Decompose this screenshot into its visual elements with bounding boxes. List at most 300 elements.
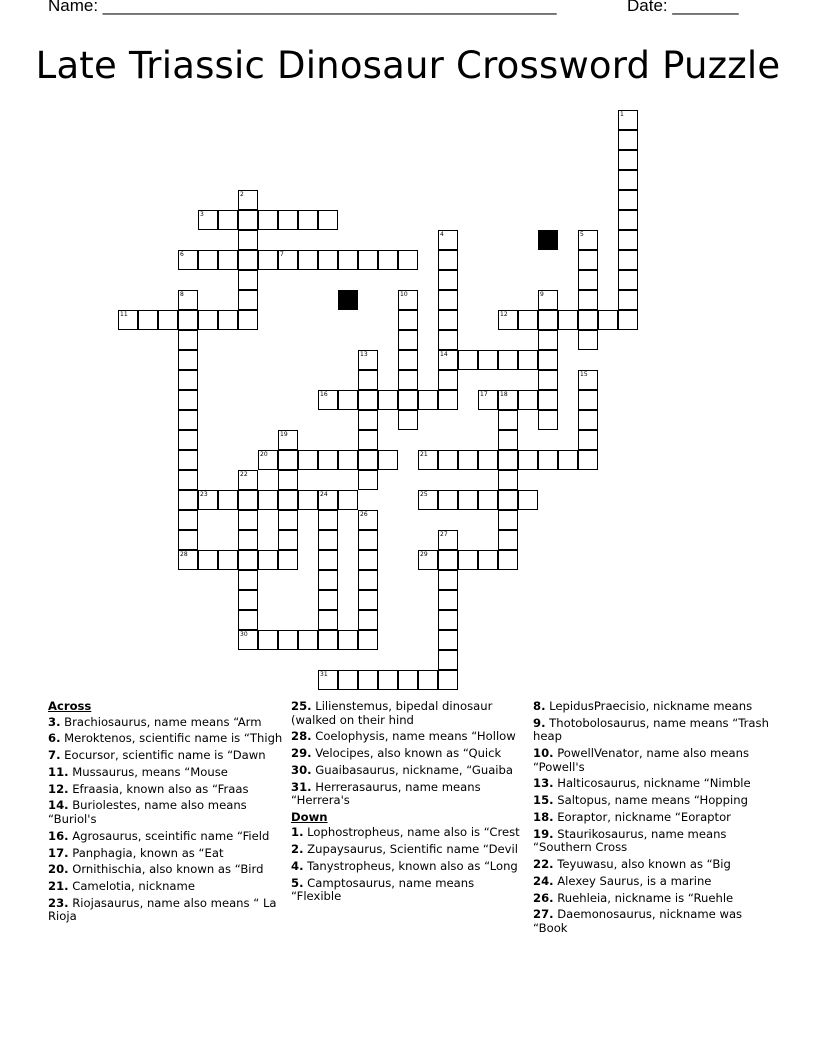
clue-text: Buriolestes, name also means “Buriol's bbox=[48, 798, 247, 826]
clue-text: LepidusPraecisio, nickname means bbox=[545, 699, 753, 713]
clue-text: Guaibasaurus, nickname, “Guaiba bbox=[311, 762, 513, 777]
grid-cell[interactable] bbox=[398, 310, 418, 330]
clue-text: Eoraptor, nickname “Eoraptor bbox=[553, 809, 731, 824]
grid-cell[interactable] bbox=[458, 490, 478, 510]
clue-number: 30. bbox=[291, 762, 312, 777]
clue bbox=[291, 826, 527, 840]
grid-cell[interactable] bbox=[438, 390, 458, 410]
grid-cell[interactable] bbox=[238, 610, 258, 630]
grid-cell[interactable] bbox=[318, 510, 338, 530]
grid-cell[interactable] bbox=[178, 530, 198, 550]
grid-cell[interactable] bbox=[318, 530, 338, 550]
grid-cell[interactable] bbox=[178, 450, 198, 470]
cell-number: 31 bbox=[320, 671, 328, 678]
grid-cell[interactable] bbox=[238, 310, 258, 330]
clue-text: Meroktenos, scientific name is “Thigh bbox=[60, 731, 283, 746]
grid-cell[interactable] bbox=[358, 590, 378, 610]
grid-cell[interactable] bbox=[218, 250, 238, 270]
grid-cell[interactable] bbox=[398, 330, 418, 350]
clues-column-3 bbox=[533, 700, 769, 939]
grid-cell[interactable] bbox=[318, 570, 338, 590]
clue bbox=[291, 747, 527, 761]
grid-cell[interactable] bbox=[318, 630, 338, 650]
cell-number: 10 bbox=[400, 291, 408, 298]
grid-cell[interactable] bbox=[478, 390, 498, 410]
grid-cell[interactable] bbox=[178, 550, 198, 570]
grid-cell[interactable] bbox=[578, 330, 598, 350]
grid-cell[interactable] bbox=[438, 570, 458, 590]
grid-cell[interactable] bbox=[438, 310, 458, 330]
grid-cell[interactable] bbox=[318, 210, 338, 230]
clue bbox=[48, 880, 284, 894]
grid-cell[interactable] bbox=[178, 330, 198, 350]
clue bbox=[533, 717, 769, 744]
grid-cell[interactable] bbox=[218, 310, 238, 330]
clue bbox=[48, 783, 284, 797]
clue-text: Ruehleia, nickname is “Ruehle bbox=[553, 890, 734, 905]
clues-column-2 bbox=[291, 700, 527, 907]
cell-number: 12 bbox=[500, 311, 508, 318]
grid-cell[interactable] bbox=[238, 510, 258, 530]
clue-number: 17. bbox=[48, 845, 69, 860]
clue-number: 7. bbox=[48, 748, 61, 763]
grid-cell[interactable] bbox=[618, 250, 638, 270]
grid-cell[interactable] bbox=[358, 370, 378, 390]
grid-cell[interactable] bbox=[498, 530, 518, 550]
grid-cell[interactable] bbox=[218, 550, 238, 570]
clue bbox=[48, 847, 284, 861]
puzzle-title: Late Triassic Dinosaur Crossword Puzzle bbox=[35, 44, 781, 87]
clue-text: Eocursor, scientific name is “Dawn bbox=[60, 748, 266, 763]
grid-cell[interactable] bbox=[318, 450, 338, 470]
clue bbox=[533, 892, 769, 906]
grid-cell[interactable] bbox=[378, 450, 398, 470]
clue bbox=[48, 749, 284, 763]
clue bbox=[48, 716, 284, 730]
grid-cell[interactable] bbox=[178, 430, 198, 450]
clue-text: Alexey Saurus, is a marine bbox=[553, 873, 712, 888]
clue bbox=[533, 777, 769, 791]
grid-cell[interactable] bbox=[318, 390, 338, 410]
grid-cell[interactable] bbox=[118, 310, 138, 330]
cell-number: 15 bbox=[580, 371, 588, 378]
grid-cell[interactable] bbox=[358, 350, 378, 370]
clue bbox=[291, 877, 527, 904]
grid-cell[interactable] bbox=[358, 250, 378, 270]
grid-cell[interactable] bbox=[238, 270, 258, 290]
clue-text: Saltopus, name means “Hopping bbox=[553, 793, 748, 808]
clue-text: Velocipes, also known as “Quick bbox=[311, 746, 502, 761]
clues-column-1 bbox=[48, 700, 284, 927]
clue-number: 13. bbox=[533, 776, 554, 791]
grid-cell[interactable] bbox=[178, 390, 198, 410]
grid-cell[interactable] bbox=[498, 310, 518, 330]
grid-cell[interactable] bbox=[238, 570, 258, 590]
grid-cell[interactable] bbox=[578, 310, 598, 330]
grid-cell[interactable] bbox=[398, 390, 418, 410]
grid-cell[interactable] bbox=[358, 450, 378, 470]
clue bbox=[48, 799, 284, 826]
grid-cell[interactable] bbox=[578, 270, 598, 290]
clue-number: 21. bbox=[48, 879, 69, 894]
cell-number: 5 bbox=[580, 231, 584, 238]
grid-cell[interactable] bbox=[458, 450, 478, 470]
grid-cell[interactable] bbox=[438, 330, 458, 350]
cell-number: 17 bbox=[480, 391, 488, 398]
grid-cell[interactable] bbox=[498, 390, 518, 410]
grid-cell[interactable] bbox=[278, 450, 298, 470]
grid-cell[interactable] bbox=[278, 630, 298, 650]
grid-cell[interactable] bbox=[458, 350, 478, 370]
clue bbox=[533, 858, 769, 872]
grid-cell[interactable] bbox=[598, 310, 618, 330]
cell-number: 19 bbox=[280, 431, 288, 438]
grid-cell[interactable] bbox=[278, 510, 298, 530]
grid-cell[interactable] bbox=[518, 450, 538, 470]
grid-cell[interactable] bbox=[358, 510, 378, 530]
grid-cell[interactable] bbox=[398, 350, 418, 370]
clue-number: 27. bbox=[533, 907, 554, 922]
grid-cell[interactable] bbox=[498, 430, 518, 450]
grid-cell[interactable] bbox=[578, 230, 598, 250]
grid-cell[interactable] bbox=[198, 250, 218, 270]
clue-number: 1. bbox=[291, 825, 304, 840]
cell-number: 16 bbox=[320, 391, 328, 398]
grid-cell[interactable] bbox=[318, 550, 338, 570]
grid-cell[interactable] bbox=[438, 450, 458, 470]
grid-cell[interactable] bbox=[498, 510, 518, 530]
grid-cell[interactable] bbox=[398, 670, 418, 690]
shaded-cell bbox=[338, 290, 358, 310]
grid-cell[interactable] bbox=[178, 490, 198, 510]
clue-text: Tanystropheus, known also as “Long bbox=[303, 859, 518, 874]
grid-cell[interactable] bbox=[258, 490, 278, 510]
grid-cell[interactable] bbox=[518, 350, 538, 370]
clue bbox=[291, 730, 527, 744]
clue-number: 10. bbox=[533, 746, 554, 761]
grid-cell[interactable] bbox=[618, 190, 638, 210]
grid-cell[interactable] bbox=[358, 630, 378, 650]
cell-number: 13 bbox=[360, 351, 368, 358]
clue-text: Zupaysaurus, Scientific name “Devil bbox=[303, 842, 518, 857]
grid-cell[interactable] bbox=[338, 490, 358, 510]
grid-cell[interactable] bbox=[158, 310, 178, 330]
clue-number: 22. bbox=[533, 857, 554, 872]
grid-cell[interactable] bbox=[198, 550, 218, 570]
grid-cell[interactable] bbox=[478, 350, 498, 370]
grid-cell[interactable] bbox=[218, 490, 238, 510]
grid-cell[interactable] bbox=[398, 290, 418, 310]
grid-cell[interactable] bbox=[358, 550, 378, 570]
grid-cell[interactable] bbox=[238, 530, 258, 550]
clue-text: Agrosaurus, sceintific name “Field bbox=[68, 828, 270, 843]
grid-cell[interactable] bbox=[538, 410, 558, 430]
grid-cell[interactable] bbox=[358, 570, 378, 590]
clue bbox=[533, 794, 769, 808]
grid-cell[interactable] bbox=[278, 530, 298, 550]
grid-cell[interactable] bbox=[298, 490, 318, 510]
grid-cell[interactable] bbox=[278, 470, 298, 490]
grid-cell[interactable] bbox=[238, 230, 258, 250]
grid-cell[interactable] bbox=[358, 610, 378, 630]
grid-cell[interactable] bbox=[478, 550, 498, 570]
cell-number: 27 bbox=[440, 531, 448, 538]
clue-number: 4. bbox=[291, 859, 304, 874]
grid-cell[interactable] bbox=[178, 510, 198, 530]
grid-cell[interactable] bbox=[418, 450, 438, 470]
clue-number: 12. bbox=[48, 781, 69, 796]
grid-cell[interactable] bbox=[258, 630, 278, 650]
grid-cell[interactable] bbox=[198, 490, 218, 510]
clue-number: 16. bbox=[48, 828, 69, 843]
grid-cell[interactable] bbox=[278, 430, 298, 450]
grid-cell[interactable] bbox=[438, 490, 458, 510]
grid-cell[interactable] bbox=[178, 290, 198, 310]
grid-cell[interactable] bbox=[558, 310, 578, 330]
grid-cell[interactable] bbox=[318, 590, 338, 610]
grid-cell[interactable] bbox=[458, 550, 478, 570]
grid-cell[interactable] bbox=[198, 210, 218, 230]
clue-number: 28. bbox=[291, 729, 312, 744]
grid-cell[interactable] bbox=[278, 210, 298, 230]
cell-number: 25 bbox=[420, 491, 428, 498]
grid-cell[interactable] bbox=[618, 230, 638, 250]
grid-cell[interactable] bbox=[438, 290, 458, 310]
grid-cell[interactable] bbox=[438, 670, 458, 690]
grid-cell[interactable] bbox=[378, 390, 398, 410]
clue-text: Thotobolosaurus, name means “Trash heap bbox=[533, 715, 769, 744]
grid-cell[interactable] bbox=[258, 210, 278, 230]
grid-cell[interactable] bbox=[538, 390, 558, 410]
grid-cell[interactable] bbox=[238, 190, 258, 210]
cell-number: 2 bbox=[240, 191, 244, 198]
grid-cell[interactable] bbox=[378, 250, 398, 270]
clue-number: 20. bbox=[48, 862, 69, 877]
grid-cell[interactable] bbox=[358, 430, 378, 450]
clue bbox=[48, 830, 284, 844]
grid-cell[interactable] bbox=[178, 370, 198, 390]
clue-number: 31. bbox=[291, 779, 312, 794]
cell-number: 26 bbox=[360, 511, 368, 518]
grid-cell[interactable] bbox=[498, 450, 518, 470]
grid-cell[interactable] bbox=[538, 330, 558, 350]
grid-cell[interactable] bbox=[178, 310, 198, 330]
clue bbox=[48, 732, 284, 746]
grid-cell[interactable] bbox=[438, 630, 458, 650]
cell-number: 1 bbox=[620, 111, 624, 118]
grid-cell[interactable] bbox=[238, 470, 258, 490]
grid-cell[interactable] bbox=[538, 450, 558, 470]
cell-number: 8 bbox=[180, 291, 184, 298]
grid-cell[interactable] bbox=[498, 350, 518, 370]
grid-cell[interactable] bbox=[618, 210, 638, 230]
grid-cell[interactable] bbox=[318, 670, 338, 690]
grid-cell[interactable] bbox=[498, 470, 518, 490]
grid-cell[interactable] bbox=[358, 530, 378, 550]
clue-number: 24. bbox=[533, 873, 554, 888]
grid-cell[interactable] bbox=[418, 550, 438, 570]
grid-cell[interactable] bbox=[398, 410, 418, 430]
clue-text: Halticosaurus, nickname “Nimble bbox=[553, 776, 751, 791]
cell-number: 18 bbox=[500, 391, 508, 398]
grid-cell[interactable] bbox=[618, 150, 638, 170]
grid-cell[interactable] bbox=[518, 310, 538, 330]
clue-number: 3. bbox=[48, 714, 61, 729]
grid-cell[interactable] bbox=[178, 410, 198, 430]
grid-cell[interactable] bbox=[138, 310, 158, 330]
clue bbox=[533, 828, 769, 855]
clue-text: Camptosaurus, name means “Flexible bbox=[291, 875, 475, 904]
grid-cell[interactable] bbox=[438, 350, 458, 370]
cell-number: 4 bbox=[440, 231, 444, 238]
grid-cell[interactable] bbox=[218, 210, 238, 230]
clue-number: 14. bbox=[48, 798, 69, 813]
grid-cell[interactable] bbox=[438, 590, 458, 610]
grid-cell[interactable] bbox=[298, 250, 318, 270]
grid-cell[interactable] bbox=[338, 390, 358, 410]
grid-cell[interactable] bbox=[418, 390, 438, 410]
clue-number: 5. bbox=[291, 875, 304, 890]
grid-cell[interactable] bbox=[498, 490, 518, 510]
grid-cell[interactable] bbox=[398, 250, 418, 270]
grid-cell[interactable] bbox=[338, 670, 358, 690]
grid-cell[interactable] bbox=[318, 610, 338, 630]
clue bbox=[291, 764, 527, 778]
grid-cell[interactable] bbox=[278, 550, 298, 570]
grid-cell[interactable] bbox=[258, 450, 278, 470]
grid-cell[interactable] bbox=[438, 270, 458, 290]
down-heading: Down bbox=[291, 809, 328, 824]
grid-cell[interactable] bbox=[438, 650, 458, 670]
grid-cell[interactable] bbox=[418, 490, 438, 510]
clue-text: Lilienstemus, bipedal dinosaur (walked on their hind bbox=[291, 699, 493, 727]
grid-cell[interactable] bbox=[278, 250, 298, 270]
grid-cell[interactable] bbox=[578, 430, 598, 450]
grid-cell[interactable] bbox=[518, 490, 538, 510]
clue-text: Riojasaurus, name also means “ La Rioja bbox=[48, 895, 277, 924]
grid-cell[interactable] bbox=[258, 250, 278, 270]
grid-cell[interactable] bbox=[498, 550, 518, 570]
grid-cell[interactable] bbox=[538, 370, 558, 390]
grid-cell[interactable] bbox=[378, 670, 398, 690]
grid-cell[interactable] bbox=[238, 290, 258, 310]
grid-cell[interactable] bbox=[238, 590, 258, 610]
grid-cell[interactable] bbox=[618, 130, 638, 150]
grid-cell[interactable] bbox=[238, 250, 258, 270]
cell-number: 22 bbox=[240, 471, 248, 478]
grid-cell[interactable] bbox=[358, 410, 378, 430]
grid-cell[interactable] bbox=[558, 450, 578, 470]
grid-cell[interactable] bbox=[538, 310, 558, 330]
clue bbox=[48, 863, 284, 877]
grid-cell[interactable] bbox=[438, 550, 458, 570]
clue-number: 26. bbox=[533, 890, 554, 905]
grid-cell[interactable] bbox=[478, 450, 498, 470]
grid-cell[interactable] bbox=[178, 350, 198, 370]
grid-cell[interactable] bbox=[578, 370, 598, 390]
grid-cell[interactable] bbox=[578, 250, 598, 270]
grid-cell[interactable] bbox=[238, 210, 258, 230]
grid-cell[interactable] bbox=[438, 530, 458, 550]
grid-cell[interactable] bbox=[418, 670, 438, 690]
grid-cell[interactable] bbox=[238, 630, 258, 650]
grid-cell[interactable] bbox=[538, 350, 558, 370]
cell-number: 28 bbox=[180, 551, 188, 558]
grid-cell[interactable] bbox=[238, 490, 258, 510]
grid-cell[interactable] bbox=[618, 290, 638, 310]
cell-number: 30 bbox=[240, 631, 248, 638]
grid-cell[interactable] bbox=[618, 110, 638, 130]
grid-cell[interactable] bbox=[338, 250, 358, 270]
grid-cell[interactable] bbox=[438, 370, 458, 390]
grid-cell[interactable] bbox=[318, 250, 338, 270]
grid-cell[interactable] bbox=[338, 630, 358, 650]
grid-cell[interactable] bbox=[578, 390, 598, 410]
clue-text: Lophostropheus, name also is “Crest bbox=[303, 825, 520, 840]
grid-cell[interactable] bbox=[518, 390, 538, 410]
clue bbox=[291, 843, 527, 857]
grid-cell[interactable] bbox=[478, 490, 498, 510]
grid-cell[interactable] bbox=[618, 310, 638, 330]
grid-cell[interactable] bbox=[498, 410, 518, 430]
grid-cell[interactable] bbox=[358, 470, 378, 490]
grid-cell[interactable] bbox=[438, 250, 458, 270]
clue bbox=[533, 811, 769, 825]
grid-cell[interactable] bbox=[578, 290, 598, 310]
grid-cell[interactable] bbox=[358, 390, 378, 410]
clue bbox=[533, 875, 769, 889]
clue bbox=[291, 781, 527, 808]
grid-cell[interactable] bbox=[358, 670, 378, 690]
clue-text: PowellVenator, name also means “Powell's bbox=[533, 746, 749, 774]
clue-number: 11. bbox=[48, 764, 69, 779]
grid-cell[interactable] bbox=[538, 290, 558, 310]
clue-text: Staurikosaurus, name means “Southern Cross bbox=[533, 826, 727, 855]
grid-cell[interactable] bbox=[178, 250, 198, 270]
cell-number: 21 bbox=[420, 451, 428, 458]
cell-number: 20 bbox=[260, 451, 268, 458]
clue-text: Camelotia, nickname bbox=[68, 879, 195, 894]
grid-cell[interactable] bbox=[398, 370, 418, 390]
grid-cell[interactable] bbox=[338, 450, 358, 470]
grid-cell[interactable] bbox=[618, 270, 638, 290]
grid-cell[interactable] bbox=[278, 490, 298, 510]
grid-cell[interactable] bbox=[298, 210, 318, 230]
grid-cell[interactable] bbox=[438, 230, 458, 250]
grid-cell[interactable] bbox=[258, 550, 278, 570]
grid-cell[interactable] bbox=[298, 450, 318, 470]
grid-cell[interactable] bbox=[318, 490, 338, 510]
grid-cell[interactable] bbox=[198, 310, 218, 330]
clue-number: 25. bbox=[291, 699, 312, 713]
grid-cell[interactable] bbox=[578, 410, 598, 430]
clue-number: 18. bbox=[533, 809, 554, 824]
clue-number: 29. bbox=[291, 746, 312, 761]
date-field-label: Date: _______ bbox=[627, 0, 739, 15]
grid-cell[interactable] bbox=[618, 170, 638, 190]
grid-cell[interactable] bbox=[578, 450, 598, 470]
clue-number: 19. bbox=[533, 826, 554, 841]
clue bbox=[291, 700, 527, 727]
cell-number: 11 bbox=[120, 311, 128, 318]
clue bbox=[48, 766, 284, 780]
grid-cell[interactable] bbox=[238, 550, 258, 570]
clue bbox=[291, 860, 527, 874]
shaded-cell bbox=[538, 230, 558, 250]
grid-cell[interactable] bbox=[298, 630, 318, 650]
grid-cell[interactable] bbox=[438, 610, 458, 630]
grid-cell[interactable] bbox=[178, 470, 198, 490]
